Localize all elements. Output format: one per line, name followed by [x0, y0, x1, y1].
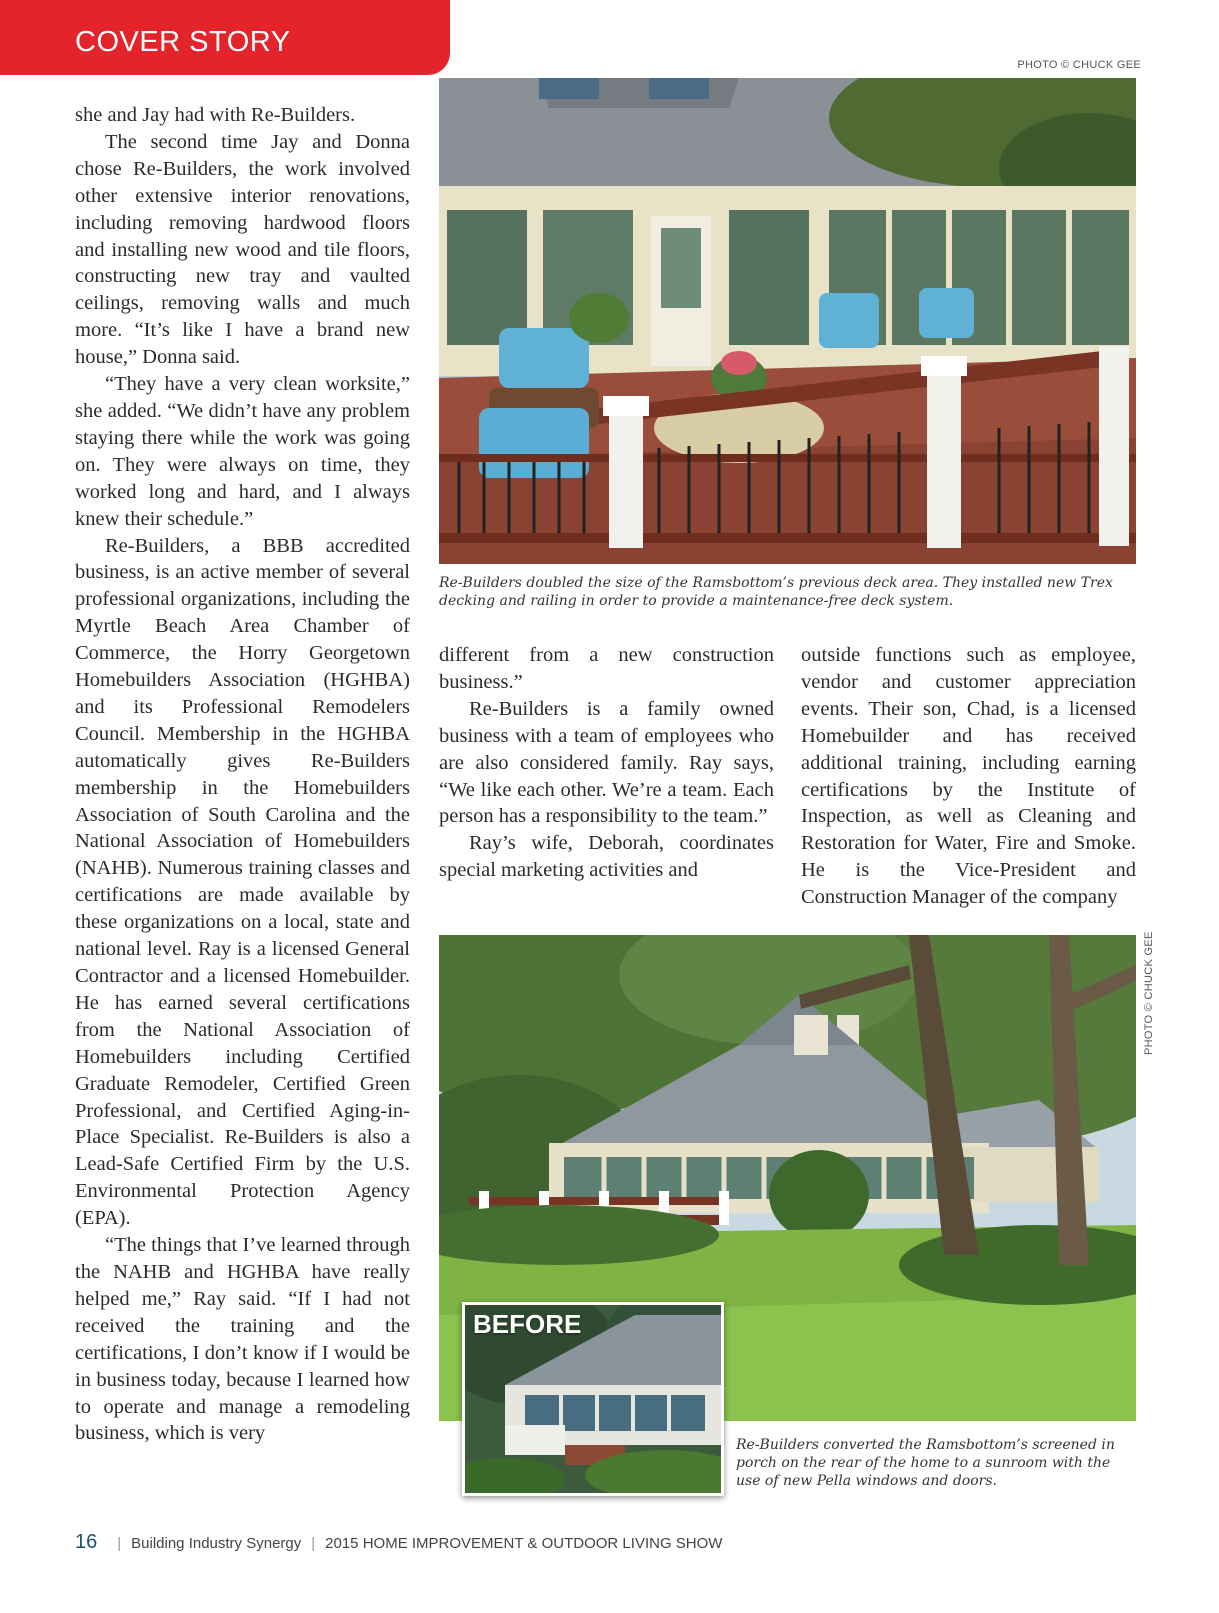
deck-photo [439, 78, 1136, 564]
paragraph: “The things that I’ve learned through the NAHB and HGHBA have really helped me,” Ray said. “If I had not received the training and the certifications, I don’t know if I would be in business today, because I learned how to operate and manage a remodeling business, which is very [75, 1234, 410, 1445]
before-inset-photo [462, 1302, 724, 1496]
paragraph: outside functions such as employee, vendor and customer appreciation events. Their son, Chad, is a licensed Homebuilder and has received additional training, including earning certifications by the Institute of Inspection, as well as Cleaning and Restoration for Water, Fire and Smoke. He is the Vice-President and Construction Manager of the company [801, 644, 1136, 909]
section-tab [0, 0, 450, 75]
publication-name: Building Industry Synergy [131, 1535, 302, 1552]
house-photo-caption: Re-Builders converted the Ramsbottom’s screened in porch on the rear of the home to a sunroom with the use of new Pella windows and doors. [736, 1437, 1115, 1489]
page-number: 16 [75, 1531, 98, 1553]
before-label: BEFORE [473, 1309, 582, 1339]
paragraph: Ray’s wife, Deborah, coordinates special marketing activities and [439, 832, 774, 882]
footer-separator: | [311, 1535, 316, 1552]
article-column-2 [439, 642, 774, 884]
paragraph: Re-Builders is a family owned business with a team of employees who are also considered family. Ray says, “We like each other. We’re a team. Each person has a responsibility to the team.” [439, 697, 774, 828]
deck-photo-caption: Re-Builders doubled the size of the Ramsbottom’s previous deck area. They installed new Trex decking and railing in order to provide a maintenance-free deck system. [439, 575, 1113, 609]
page-footer [75, 1531, 722, 1554]
section-title: COVER STORY [75, 26, 291, 58]
event-name: 2015 HOME IMPROVEMENT & OUTDOOR LIVING SHOW [325, 1535, 723, 1552]
photo-credit-side: PHOTO © CHUCK GEE [1143, 931, 1155, 1055]
photo-credit-top: PHOTO © CHUCK GEE [1017, 59, 1141, 71]
paragraph: “They have a very clean worksite,” she added. “We didn’t have any problem staying there while the work was going on. They were always on time, they worked long and hard, and I always knew their schedule.” [75, 373, 410, 530]
article-column-1 [75, 102, 410, 1447]
footer-separator: | [117, 1535, 122, 1552]
deck-illustration [439, 78, 1136, 564]
paragraph: The second time Jay and Donna chose Re-Builders, the work involved other extensive interior renovations, including removing hardwood floors and installing new wood and tile floors, constructing new tray and vaulted ceilings, removing walls and much more. “It’s like I have a brand new house,” Donna said. [75, 130, 410, 369]
paragraph: different from a new construction business.” [439, 644, 774, 693]
paragraph: Re-Builders, a BBB accredited business, is an active member of several professional organizations, including the Myrtle Beach Area Chamber of Commerce, the Horry Georgetown Homebuilders Association (HGHBA) and its Professional Remodelers Council. Membership in the HGHBA automatically gives Re-Builders membership in the Homebuilders Association of South Carolina and the National Association of Homebuilders (NAHB). Numerous training classes and certifications are made available by these organizations on a local, state and national level. Ray is a licensed General Contractor and a licensed Homebuilder. He has earned several certifications from the National Association of Homebuilders including Certified Graduate Remodeler, Certified Green Professional, and Certified Aging-in-Place Specialist. Re-Builders is also a Lead-Safe Certified Firm by the U.S. Environmental Protection Agency (EPA). [75, 534, 410, 1230]
paragraph: she and Jay had with Re-Builders. [75, 104, 356, 126]
article-column-3 [801, 642, 1136, 911]
